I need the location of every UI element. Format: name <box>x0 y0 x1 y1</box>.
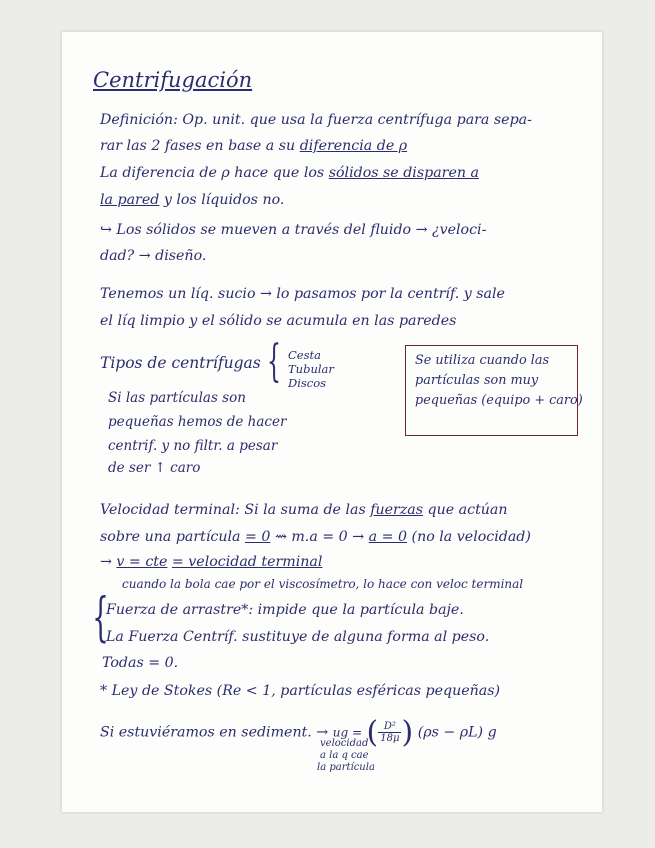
tv2-a-zero: a = 0 <box>368 529 408 545</box>
page-title: Centrifugación <box>93 68 253 92</box>
notebook-page <box>62 32 602 812</box>
ug-symbol: ug = <box>332 725 362 740</box>
note-line-7: Tenemos un líq. sucio → lo pasamos por la centríf. y sale <box>100 286 505 302</box>
particles-note-3: centrif. y no filtr. a pesar <box>108 438 278 454</box>
terminal-velocity-line-2 <box>100 529 531 545</box>
sedimentation-line <box>100 715 497 750</box>
fraction-denominator: 18μ <box>380 733 400 744</box>
particles-note-2: pequeñas hemos de hacer <box>108 414 287 430</box>
particles-note-1: Si las partículas son <box>108 390 246 406</box>
type-discs: Discos <box>288 376 327 390</box>
solids-underlined: sólidos se disparen a <box>328 165 479 181</box>
close-paren-icon: ) <box>401 715 414 750</box>
definition-label: Definición: <box>100 112 178 128</box>
tv2-text-e: (no la velocidad) <box>411 529 531 545</box>
viscometer-note: cuando la bola cae por el viscosímetro, lo hace con veloc terminal <box>122 577 524 591</box>
note-box-line-1: Se utiliza cuando las <box>415 353 550 368</box>
tv3-terminal-velocity: = velocidad terminal <box>171 554 323 570</box>
ug-note-1: velocidad <box>320 738 369 749</box>
terminal-velocity-text-2: que actúan <box>427 502 508 518</box>
note-line-4 <box>100 192 284 208</box>
tv2-text-a: sobre una partícula <box>100 529 241 545</box>
particles-note-4: de ser ↑ caro <box>108 460 201 476</box>
centrifugal-force-line: La Fuerza Centríf. sustituye de alguna forma al peso. <box>106 629 490 645</box>
definition-line-2 <box>100 138 407 154</box>
ug-note-3: la partícula <box>317 762 375 773</box>
terminal-velocity-heading: Velocidad terminal: <box>100 502 240 518</box>
definition-line-1 <box>100 112 532 128</box>
note-line-5: ↪ Los sólidos se mueven a través del fluido → ¿veloci- <box>100 222 487 238</box>
forces-underlined: fuerzas <box>370 502 424 518</box>
terminal-velocity-line-1 <box>100 502 508 518</box>
fraction <box>378 721 401 744</box>
density-gravity-term: (ρs − ρL) g <box>417 724 497 741</box>
tv3-arrow: → <box>100 554 112 570</box>
note-box-line-3: pequeñas (equipo + caro) <box>415 393 583 408</box>
note-line-3-text: La diferencia de ρ hace que los <box>100 165 325 181</box>
sedimentation-text: Si estuviéramos en sediment. → <box>100 724 329 741</box>
tv2-text-c: ⇝ m.a = 0 → <box>274 529 365 545</box>
centrifuge-types-heading: Tipos de centrífugas <box>100 354 261 372</box>
note-line-8: el líq limpio y el sólido se acumula en las paredes <box>100 313 457 329</box>
brace-icon: { <box>267 336 281 387</box>
type-basket: Cesta <box>288 348 321 362</box>
left-brace-icon: { <box>92 588 109 648</box>
tv3-v-cte: v = cte <box>116 554 168 570</box>
all-zero-line: Todas = 0. <box>102 655 179 671</box>
wall-underlined: la pared <box>100 192 160 208</box>
note-line-4-text: y los líquidos no. <box>163 192 285 208</box>
type-tubular: Tubular <box>288 362 334 376</box>
note-box-line-2: partículas son muy <box>415 373 539 388</box>
density-difference: diferencia de ρ <box>299 138 408 154</box>
terminal-velocity-text-1: Si la suma de las <box>244 502 366 518</box>
stokes-law-line: * Ley de Stokes (Re < 1, partículas esféricas pequeñas) <box>100 683 501 699</box>
ug-note-2: a la q cae <box>320 750 369 761</box>
definition-text-1: Op. unit. que usa la fuerza centrífuga para sepa- <box>182 112 532 128</box>
note-box <box>405 345 583 436</box>
open-paren-icon: ( <box>366 715 379 750</box>
terminal-velocity-line-3 <box>100 554 322 570</box>
note-line-3 <box>100 165 479 181</box>
tv2-eq-zero: = 0 <box>245 529 271 545</box>
drag-force-line: Fuerza de arrastre*: impide que la partícula baje. <box>106 602 464 618</box>
definition-text-2: rar las 2 fases en base a su <box>100 138 296 154</box>
fraction-numerator: D² <box>378 721 401 733</box>
note-line-6: dad? → diseño. <box>100 248 207 264</box>
